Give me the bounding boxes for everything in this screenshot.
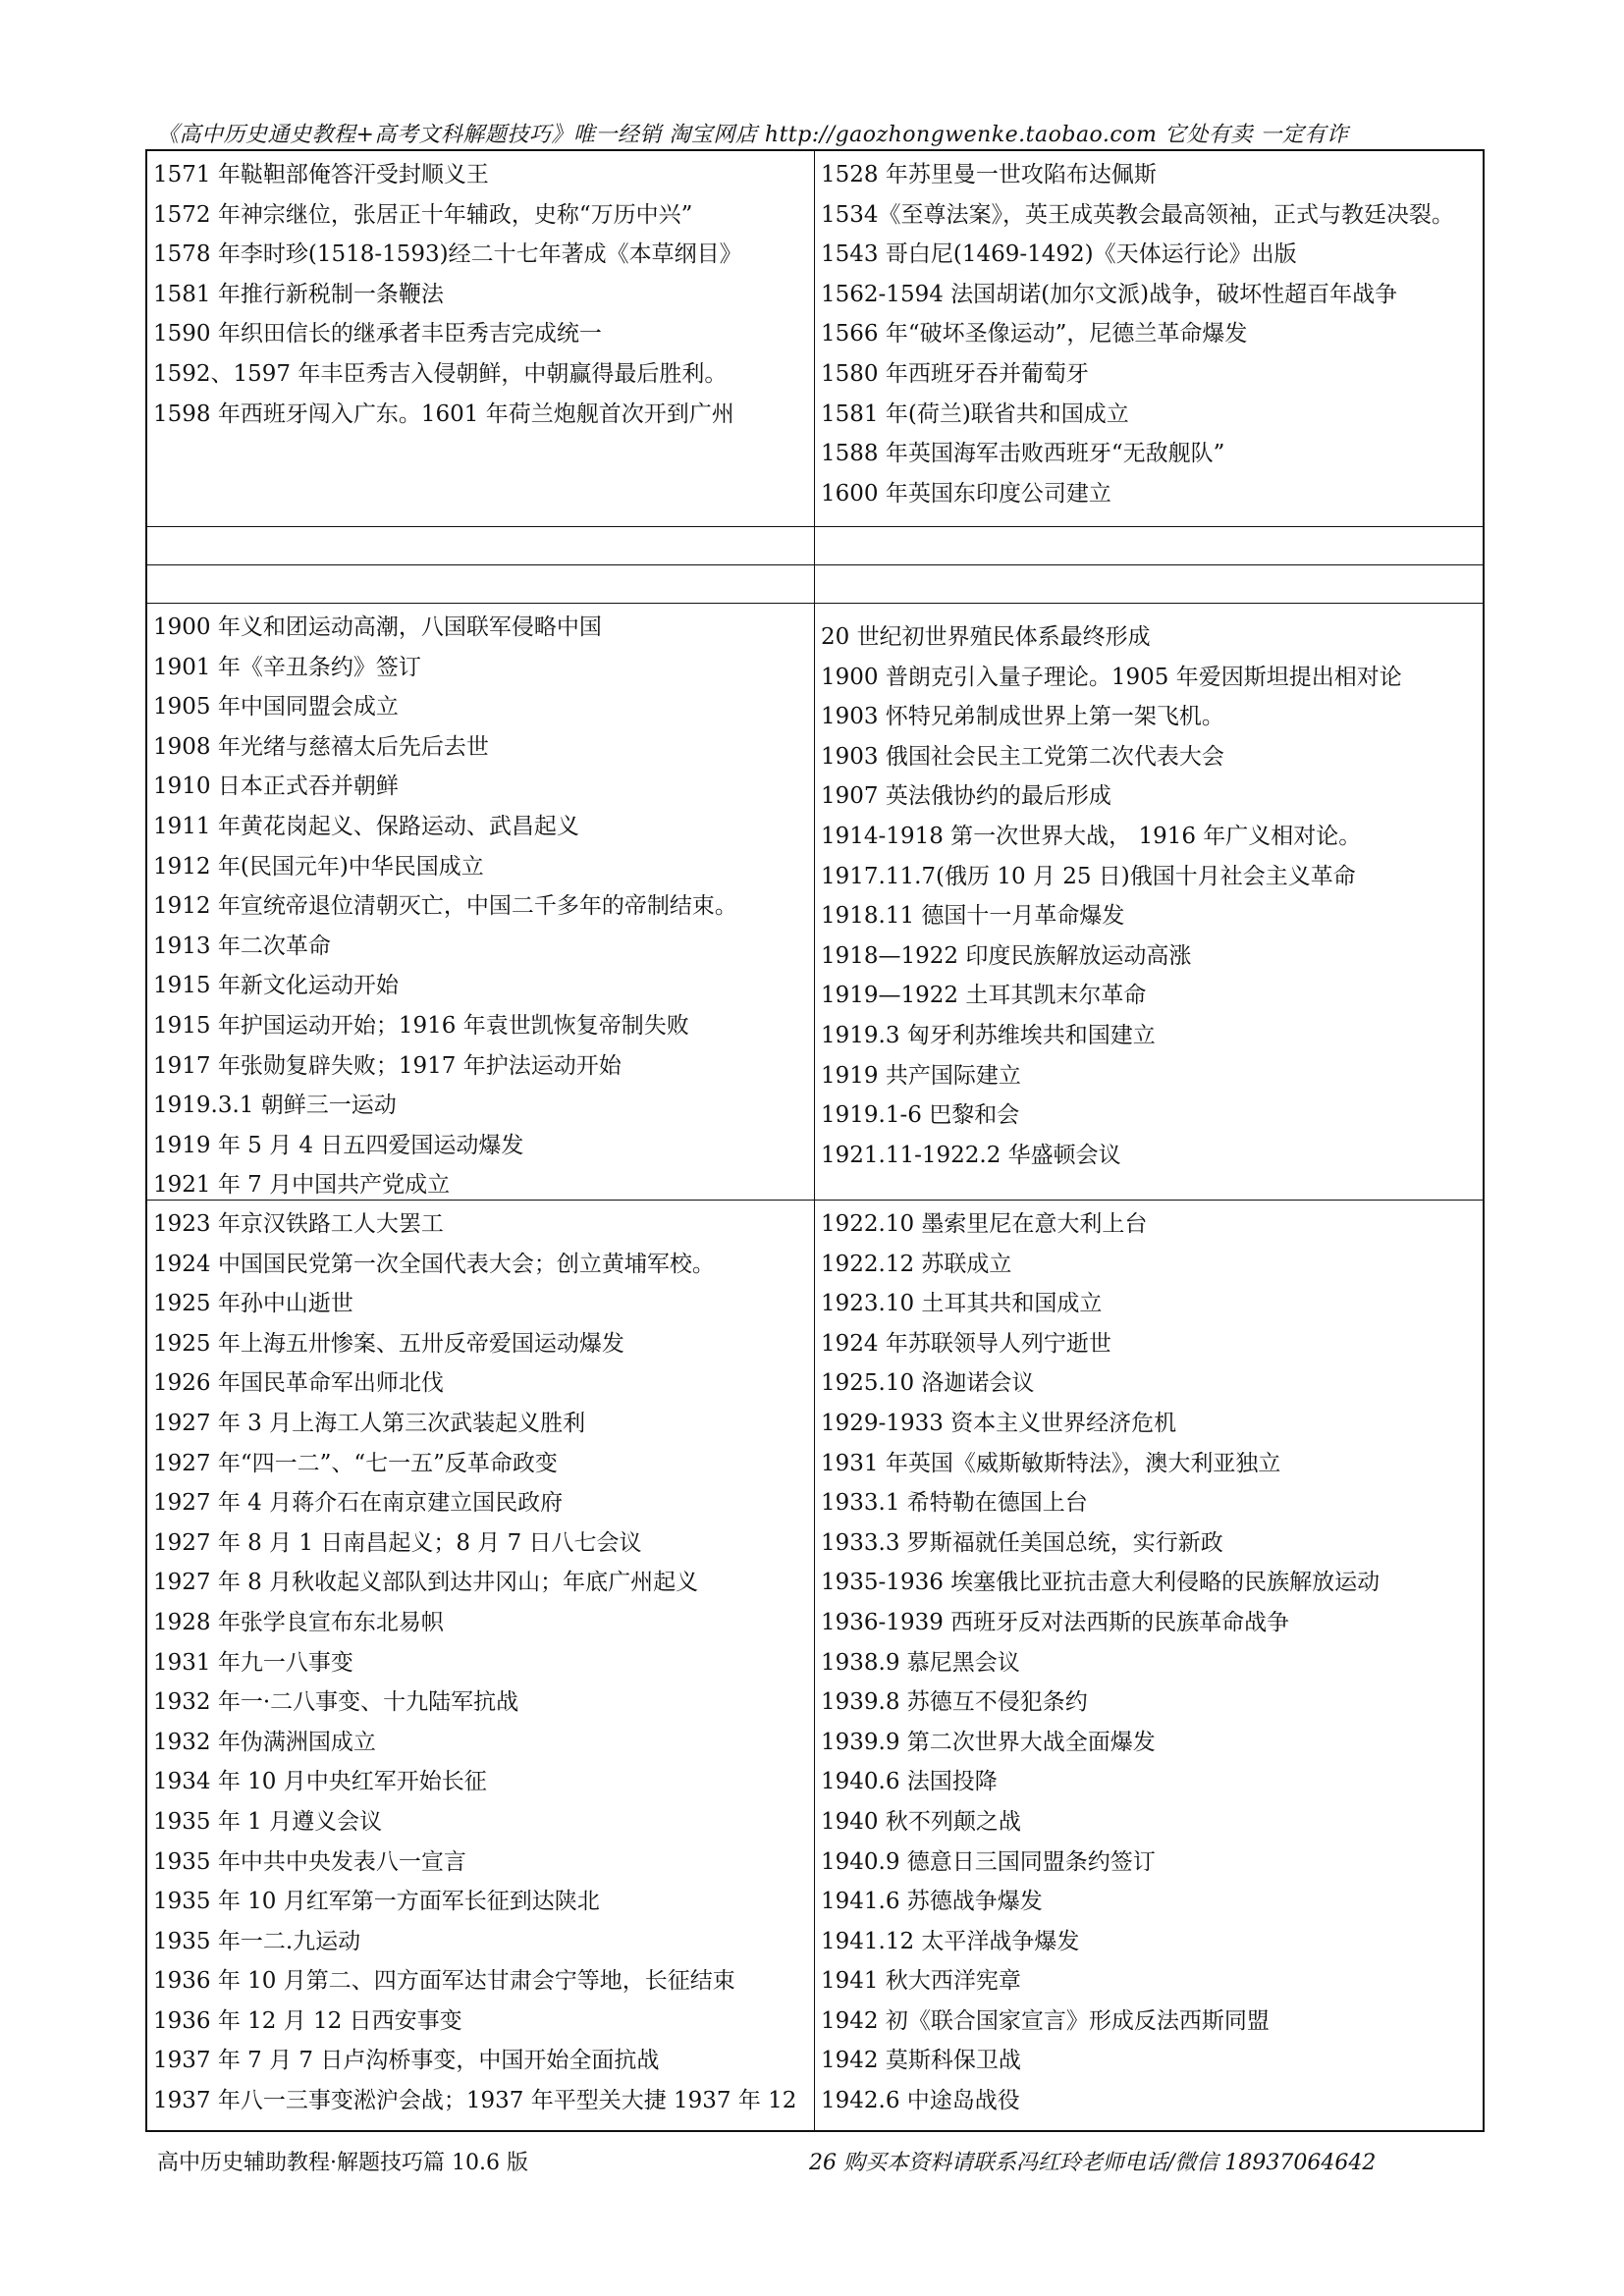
event-line: 1921 年 7 月中国共产党成立	[153, 1172, 451, 1199]
timeline-table	[145, 149, 1485, 2132]
event-line: 1912 年宣统帝退位清朝灭亡，中国二千多年的帝制结束。	[153, 893, 737, 920]
event-line: 1941 秋大西洋宪章	[821, 1968, 1021, 1995]
event-line: 1571 年鞑靼部俺答汗受封顺义王	[153, 162, 489, 187]
page-header: 《高中历史通史教程+高考文科解题技巧》唯一经销 淘宝网店 http://gaozhongwenke.taobao.com 它处有卖 一定有诈	[157, 123, 1349, 147]
event-line: 1901 年《辛丑条约》签订	[153, 654, 421, 680]
event-line: 1932 年伪满洲国成立	[153, 1729, 376, 1755]
event-line: 1932 年一·二八事变、十九陆军抗战	[153, 1689, 519, 1716]
footer-contact: 26 购买本资料请联系冯红玲老师电话/微信 18937064642	[809, 2151, 1377, 2175]
event-line: 1908 年光绪与慈禧太后先后去世	[153, 733, 489, 760]
event-line: 1939.9 第二次世界大战全面爆发	[821, 1729, 1156, 1755]
event-line: 20 世纪初世界殖民体系最终形成	[821, 624, 1151, 650]
event-line: 1917 年张勋复辟失败；1917 年护法运动开始	[153, 1052, 622, 1079]
event-line: 1925 年上海五卅惨案、五卅反帝爱国运动爆发	[153, 1330, 624, 1357]
event-line: 1917.11.7(俄历 10 月 25 日)俄国十月社会主义革命	[821, 863, 1356, 889]
event-line: 1942 初《联合国家宣言》形成反法西斯同盟	[821, 2007, 1270, 2034]
empty-cell	[147, 565, 815, 603]
event-line: 1933.1 希特勒在德国上台	[821, 1490, 1088, 1517]
event-line: 1543 哥白尼(1469-1492)《天体运行论》出版	[821, 241, 1297, 268]
event-line: 1927 年“四一二”、“七一五”反革命政变	[153, 1450, 558, 1476]
event-line: 1936 年 10 月第二、四方面军达甘肃会宁等地，长征结束	[153, 1968, 735, 1995]
event-line: 1931 年九一八事变	[153, 1649, 353, 1676]
event-line: 1927 年 8 月 1 日南昌起义；8 月 7 日八七会议	[153, 1529, 642, 1556]
event-line: 1578 年李时珍(1518-1593)经二十七年著成《本草纲目》	[153, 241, 742, 268]
event-line: 1935 年一二.九运动	[153, 1928, 361, 1954]
event-line: 1936-1939 西班牙反对法西斯的民族革命战争	[821, 1609, 1290, 1635]
empty-cell	[815, 565, 1483, 603]
event-line: 1921.11-1922.2 华盛顿会议	[821, 1142, 1121, 1168]
event-line: 1919—1922 土耳其凯末尔革命	[821, 983, 1147, 1009]
event-line: 1900 普朗克引入量子理论。1905 年爱因斯坦提出相对论	[821, 664, 1402, 690]
event-line: 1925.10 洛迦诺会议	[821, 1370, 1035, 1397]
china-events-cell	[147, 1201, 815, 2130]
event-line: 1592、1597 年丰臣秀吉入侵朝鲜，中朝赢得最后胜利。	[153, 360, 728, 387]
event-line: 1590 年织田信长的继承者丰臣秀吉完成统一	[153, 321, 602, 347]
event-line: 1581 年推行新税制一条鞭法	[153, 281, 444, 307]
table-row	[147, 151, 1483, 527]
event-line: 1925 年孙中山逝世	[153, 1291, 353, 1317]
event-line: 1940.6 法国投降	[821, 1769, 998, 1795]
event-line: 1924 中国国民党第一次全国代表大会；创立黄埔军校。	[153, 1251, 715, 1277]
event-line: 1929-1933 资本主义世界经济危机	[821, 1410, 1177, 1436]
world-events-cell	[815, 151, 1483, 526]
event-line: 1580 年西班牙吞并葡萄牙	[821, 360, 1089, 387]
event-line: 1919.3.1 朝鲜三一运动	[153, 1093, 397, 1119]
event-line: 1910 日本正式吞并朝鲜	[153, 774, 399, 800]
event-line: 1935 年 10 月红军第一方面军长征到达陕北	[153, 1889, 600, 1915]
empty-cell	[147, 527, 815, 564]
event-line: 1903 怀特兄弟制成世界上第一架飞机。	[821, 704, 1224, 730]
event-line: 1534《至尊法案》，英王成英教会最高领袖，正式与教廷决裂。	[821, 201, 1455, 228]
event-line: 1911 年黄花岗起义、保路运动、武昌起义	[153, 813, 579, 839]
event-line: 1903 俄国社会民主工党第二次代表大会	[821, 743, 1224, 770]
table-row	[147, 1201, 1483, 2130]
event-line: 1935 年 1 月遵义会议	[153, 1808, 383, 1835]
event-line: 1941.6 苏德战争爆发	[821, 1889, 1043, 1915]
event-line: 1924 年苏联领导人列宁逝世	[821, 1330, 1111, 1357]
event-line: 1915 年护国运动开始；1916 年袁世凯恢复帝制失败	[153, 1012, 689, 1039]
empty-cell	[815, 527, 1483, 564]
event-line: 1926 年国民革命军出师北伐	[153, 1370, 444, 1397]
event-line: 1913 年二次革命	[153, 933, 331, 959]
event-line: 1598 年西班牙闯入广东。1601 年荷兰炮舰首次开到广州	[153, 400, 734, 427]
event-line: 1600 年英国东印度公司建立	[821, 480, 1111, 507]
event-line: 1935 年中共中央发表八一宣言	[153, 1848, 466, 1875]
event-line: 1566 年“破坏圣像运动”，尼德兰革命爆发	[821, 321, 1248, 347]
footer-title: 高中历史辅助教程·解题技巧篇 10.6 版	[157, 2151, 528, 2175]
event-line: 1931 年英国《威斯敏斯特法》，澳大利亚独立	[821, 1450, 1281, 1476]
event-line: 1928 年张学良宣布东北易帜	[153, 1609, 444, 1635]
event-line: 1919.3 匈牙利苏维埃共和国建立	[821, 1022, 1156, 1048]
event-line: 1923 年京汉铁路工人大罢工	[153, 1211, 444, 1237]
china-events-cell	[147, 151, 815, 526]
event-line: 1922.10 墨索里尼在意大利上台	[821, 1211, 1148, 1237]
world-events-cell	[815, 604, 1483, 1200]
china-events-cell	[147, 604, 815, 1200]
event-line: 1914-1918 第一次世界大战， 1916 年广义相对论。	[821, 823, 1362, 849]
event-line: 1915 年新文化运动开始	[153, 973, 399, 999]
event-line: 1900 年义和团运动高潮，八国联军侵略中国	[153, 614, 602, 640]
event-line: 1528 年苏里曼一世攻陷布达佩斯	[821, 162, 1157, 187]
event-line: 1942 莫斯科保卫战	[821, 2048, 1021, 2074]
event-line: 1919 共产国际建立	[821, 1062, 1021, 1089]
event-line: 1937 年八一三事变淞沪会战；1937 年平型关大捷 1937 年 12	[153, 2088, 797, 2114]
event-line: 1905 年中国同盟会成立	[153, 694, 399, 721]
event-line: 1923.10 土耳其共和国成立	[821, 1291, 1103, 1317]
event-line: 1918.11 德国十一月革命爆发	[821, 903, 1125, 930]
event-line: 1938.9 慕尼黑会议	[821, 1649, 1020, 1676]
event-line: 1935-1936 埃塞俄比亚抗击意大利侵略的民族解放运动	[821, 1570, 1380, 1596]
event-line: 1919.1-6 巴黎和会	[821, 1102, 1020, 1129]
event-line: 1934 年 10 月中央红军开始长征	[153, 1769, 487, 1795]
event-line: 1936 年 12 月 12 日西安事变	[153, 2007, 462, 2034]
event-line: 1562-1594 法国胡诺(加尔文派)战争，破坏性超百年战争	[821, 281, 1398, 307]
event-line: 1572 年神宗继位，张居正十年辅政，史称“万历中兴”	[153, 201, 693, 228]
event-line: 1907 英法俄协约的最后形成	[821, 783, 1111, 810]
event-line: 1927 年 8 月秋收起义部队到达井冈山；年底广州起义	[153, 1570, 699, 1596]
event-line: 1588 年英国海军击败西班牙“无敌舰队”	[821, 441, 1225, 467]
event-line: 1927 年 4 月蒋介石在南京建立国民政府	[153, 1490, 564, 1517]
event-line: 1940.9 德意日三国同盟条约签订	[821, 1848, 1156, 1875]
event-line: 1937 年 7 月 7 日卢沟桥事变，中国开始全面抗战	[153, 2048, 660, 2074]
event-line: 1939.8 苏德互不侵犯条约	[821, 1689, 1088, 1716]
event-line: 1918—1922 印度民族解放运动高涨	[821, 942, 1192, 969]
event-line: 1922.12 苏联成立	[821, 1251, 1012, 1277]
table-row-empty	[147, 527, 1483, 565]
event-line: 1927 年 3 月上海工人第三次武装起义胜利	[153, 1410, 586, 1436]
event-line: 1919 年 5 月 4 日五四爱国运动爆发	[153, 1132, 524, 1158]
event-line: 1933.3 罗斯福就任美国总统，实行新政	[821, 1529, 1223, 1556]
table-row	[147, 604, 1483, 1201]
world-events-cell	[815, 1201, 1483, 2130]
event-line: 1912 年(民国元年)中华民国成立	[153, 853, 484, 880]
event-line: 1940 秋不列颠之战	[821, 1808, 1021, 1835]
table-row-empty	[147, 565, 1483, 604]
event-line: 1942.6 中途岛战役	[821, 2088, 1020, 2114]
event-line: 1581 年(荷兰)联省共和国成立	[821, 400, 1129, 427]
event-line: 1941.12 太平洋战争爆发	[821, 1928, 1080, 1954]
